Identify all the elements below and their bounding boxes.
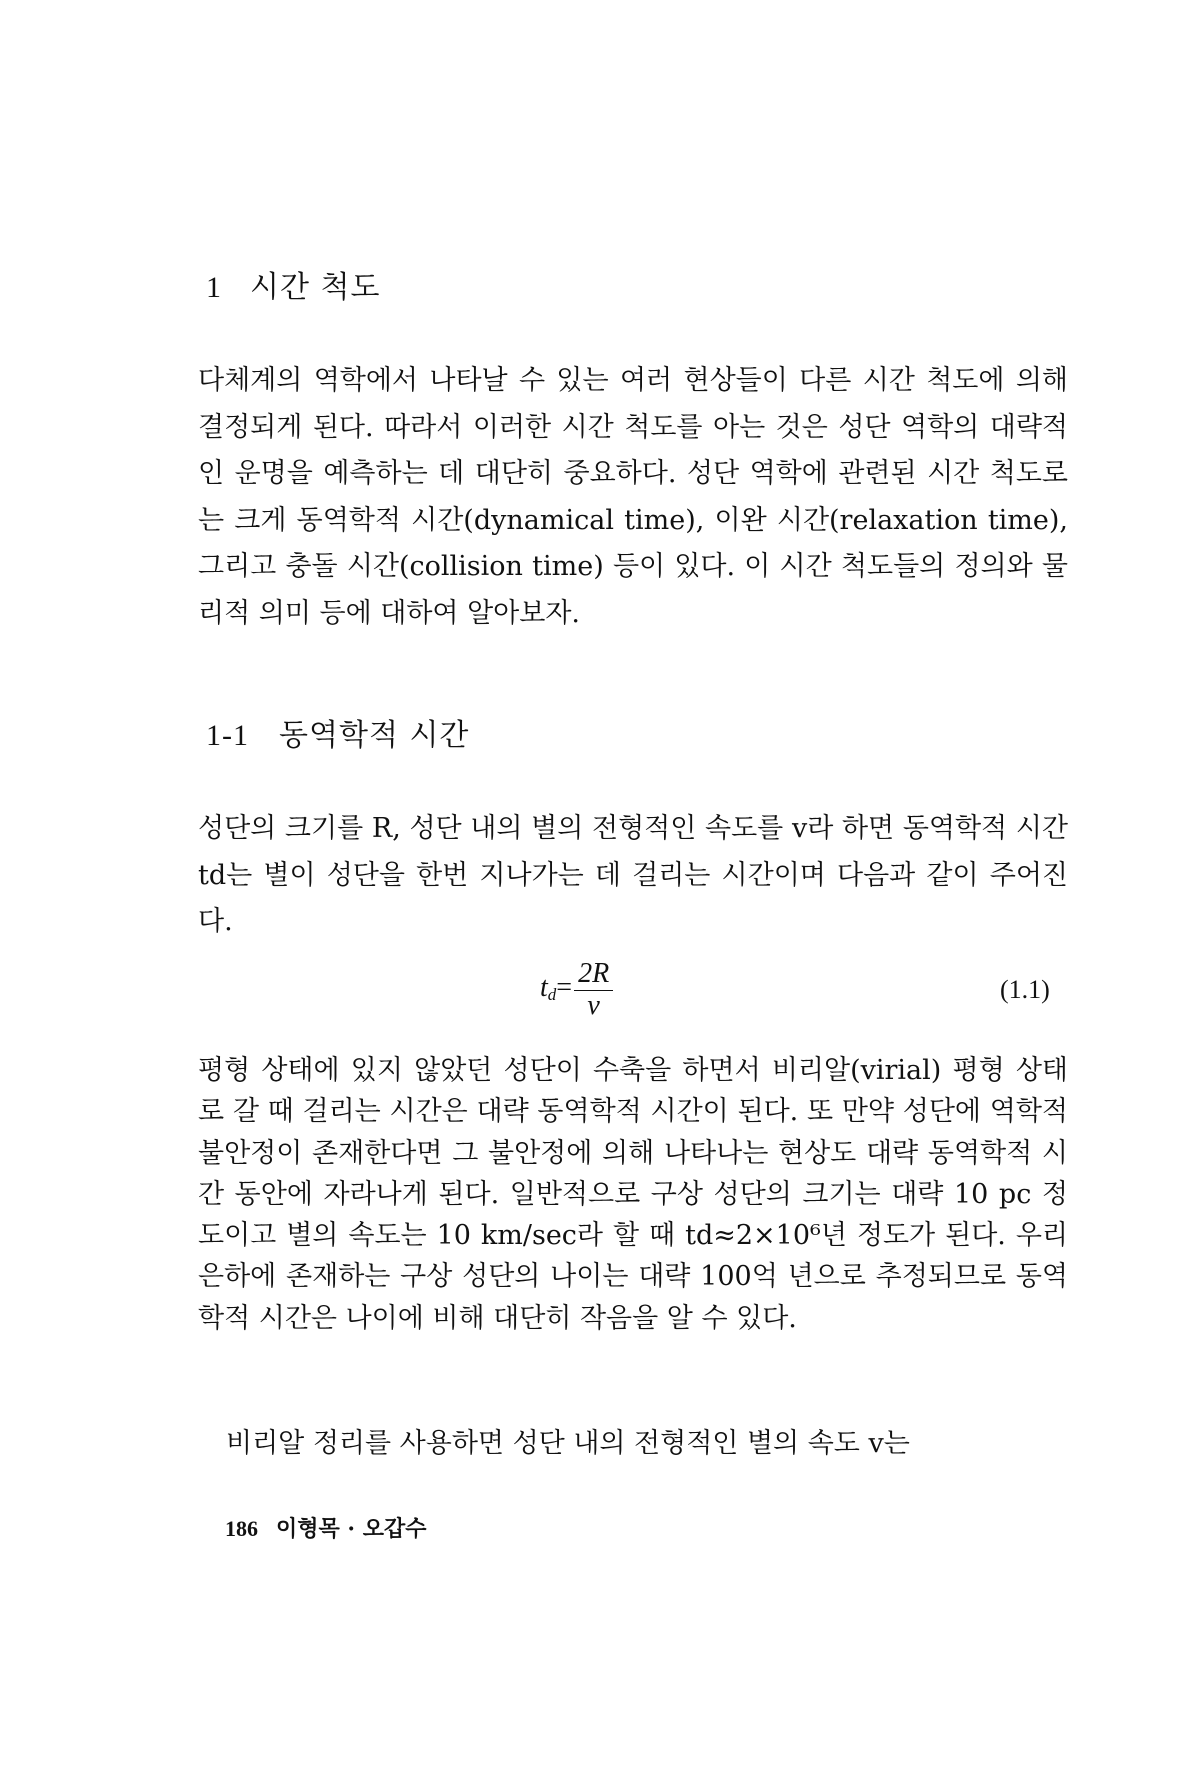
subsection-number: 1-1 <box>206 719 249 752</box>
page-number: 186 <box>225 1516 258 1541</box>
section-heading <box>206 262 380 306</box>
subsection-heading <box>206 710 469 754</box>
subsection-title: 동역학적 시간 <box>279 718 470 753</box>
virial-paragraph: 평형 상태에 있지 않았던 성단이 수축을 하면서 비리알(virial) 평형 상태로 갈 때 걸리는 시간은 대략 동역학적 시간이 된다. 또 만약 성단에 역학적 불안정이 존재한다면 그 불안정에 의해 나타나는 현상도 대략 동역학적 시간 동안에 자라나게 된다. 일반적으로 구상 성단의 크기는 대략 10 pc 정도이고 별의 속도는 10 km/sec라 할 때 td≈2×10⁶년 정도가 된다. 우리 은하에 존재하는 구상 성단의 나이는 대략 100억 년으로 추정되므로 동역학적 시간은 나이에 비해 대단히 작음을 알 수 있다. <box>198 1055 1068 1334</box>
equation-lhs: $t_d$ <box>540 971 557 1004</box>
virial-theorem-paragraph: 비리알 정리를 사용하면 성단 내의 전형적인 별의 속도 v는 <box>226 1428 910 1459</box>
equation-equals: = <box>556 971 573 1003</box>
equation-1-1 <box>540 958 613 1021</box>
equation-fraction <box>574 958 613 1021</box>
equation-denominator: v <box>587 990 600 1021</box>
page-footer <box>225 1512 427 1543</box>
footer-authors: 이형목 · 오갑수 <box>276 1516 427 1542</box>
intro-paragraph: 다체계의 역학에서 나타날 수 있는 여러 현상들이 다른 시간 척도에 의해 결정되게 된다. 따라서 이러한 시간 척도를 아는 것은 성단 역학의 대략적인 운명을 예측하는 데 대단히 중요하다. 성단 역학에 관련된 시간 척도로는 크게 동역학적 시간(dynamical time), 이완 시간(relaxation time), 그리고 충돌 시간(collision time) 등이 있다. 이 시간 척도들의 정의와 물리적 의미 등에 대하여 알아보자. <box>198 365 1068 629</box>
section-title: 시간 척도 <box>250 270 381 305</box>
equation-number: (1.1) <box>1000 975 1050 1004</box>
dynamical-time-paragraph: 성단의 크기를 R, 성단 내의 별의 전형적인 속도를 v라 하면 동역학적 시간 td는 별이 성단을 한번 지나가는 데 걸리는 시간이며 다음과 같이 주어진다. <box>198 813 1068 937</box>
equation-numerator: 2R <box>574 958 613 991</box>
section-number: 1 <box>206 271 222 304</box>
